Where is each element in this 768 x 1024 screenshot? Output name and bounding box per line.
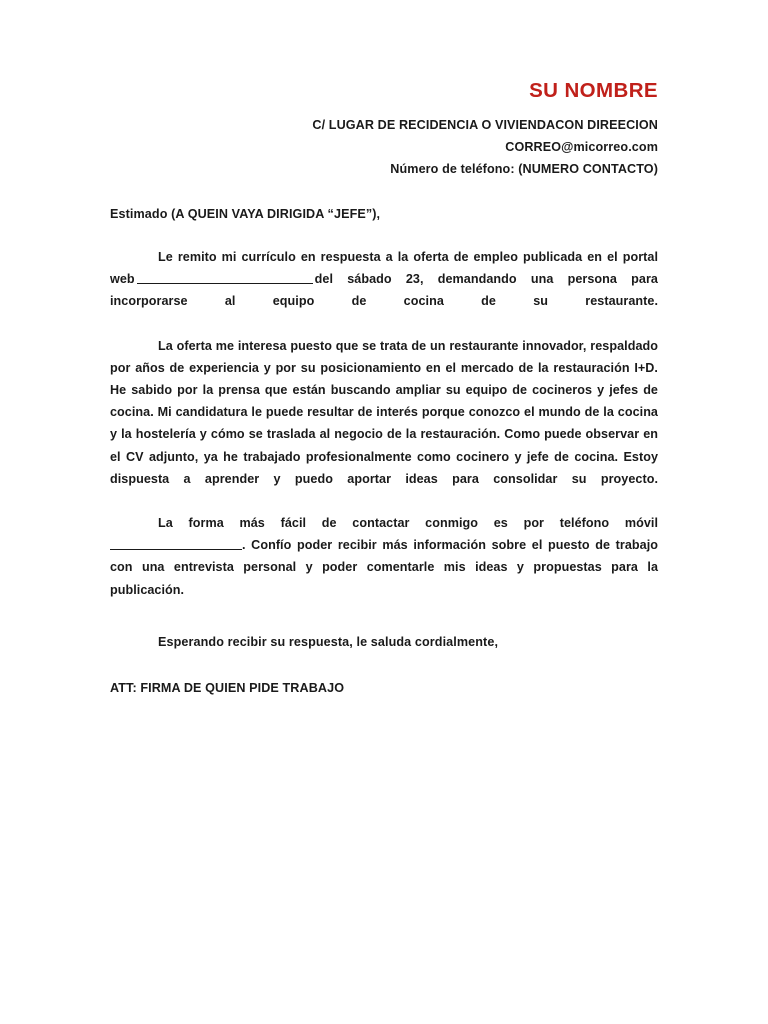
paragraph-1-text-after-blank: del sábado 23, demandando una persona para incorporarse al equipo de cocina de su restaurante. [110, 272, 658, 309]
fill-in-blank-portal-web[interactable] [137, 270, 313, 284]
letterhead [110, 78, 658, 180]
paragraph-1 [110, 246, 658, 313]
letter-body [110, 204, 658, 699]
sender-name: SU NOMBRE [529, 79, 658, 102]
paragraph-3 [110, 512, 658, 601]
paragraph-1-text-before-blank: Le remito mi currículo en respuesta a la oferta de empleo publicada en el portal web [110, 250, 658, 287]
paragraph-3-text-after-blank: . Confío poder recibir más información sobre el puesto de trabajo con una entrevista personal y poder comentarle mis ideas y propuestas para la publicación. [110, 538, 658, 597]
sender-email: CORREO@micorreo.com [505, 140, 658, 154]
paragraph-2: La oferta me interesa puesto que se trata de un restaurante innovador, respaldado por años de experiencia y por su posicionamiento en el mercado de la restauración I+D. He sabido por la prensa que están buscando ampliar su equipo de cocineros y jefes de cocina. Mi candidatura le puede resultar de interés porque conozco el mundo de la cocina y la hostelería y cómo se traslada al negocio de la restauración. Como puede observar en el CV adjunto, ya he trabajado profesionalmente como cocinero y jefe de cocina. Estoy dispuesta a aprender y puedo aportar ideas para consolidar su proyecto. [110, 338, 658, 486]
sender-address: C/ LUGAR DE RECIDENCIA O VIVIENDACON DIREECION [312, 118, 658, 132]
salutation: Estimado (A QUEIN VAYA DIRIGIDA “JEFE”), [110, 207, 381, 221]
closing-line: Esperando recibir su respuesta, le saluda cordialmente, [158, 634, 499, 649]
signature-line: ATT: FIRMA DE QUIEN PIDE TRABAJO [110, 680, 345, 695]
fill-in-blank-telefono-movil[interactable] [110, 536, 242, 550]
paragraph-3-text-before-blank: La forma más fácil de contactar conmigo es por teléfono móvil [158, 516, 658, 531]
sender-phone: Número de teléfono: (NUMERO CONTACTO) [390, 162, 658, 176]
